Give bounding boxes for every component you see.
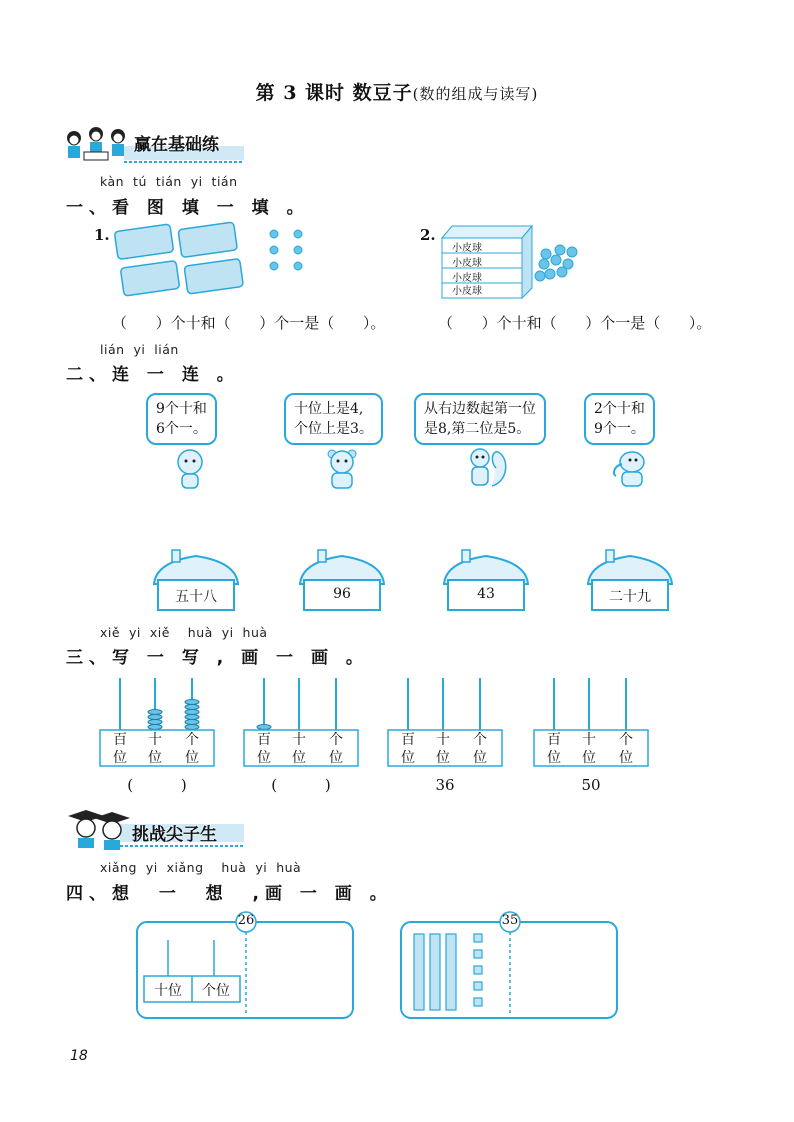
- hundreds-label: 百 位: [257, 732, 271, 766]
- tens-place-label: 十位: [154, 983, 182, 999]
- house-roof-icon: [296, 548, 388, 614]
- page-title: [0, 78, 794, 105]
- banner-challenge-label: 挑战尖子生: [132, 825, 217, 845]
- ones-label: 个 位: [329, 732, 343, 766]
- sheep-icon: [168, 446, 214, 492]
- q4-board-2-frame: [400, 912, 618, 1020]
- banner-basic: [64, 124, 244, 164]
- ball-box-figure: [442, 224, 534, 298]
- q1-heading: 一、看 图 填 一 填 。: [66, 198, 310, 218]
- abacus-4-number: 50: [581, 776, 601, 794]
- q2-pinyin: lián yi lián: [100, 342, 179, 357]
- q4-number-2: 35: [501, 913, 519, 928]
- hundreds-label: 百 位: [401, 732, 415, 766]
- q4-board-1[interactable]: [136, 912, 354, 1020]
- abacus-3-number: 36: [435, 776, 455, 794]
- q1-item2-number: 2.: [420, 226, 436, 244]
- ones-label: 个 位: [185, 732, 199, 766]
- abacus-2: [244, 678, 358, 768]
- q4-board-2[interactable]: [400, 912, 618, 1020]
- house-roof-icon: [440, 548, 532, 614]
- abacus-2-answer[interactable]: ( ): [271, 776, 331, 794]
- hundreds-label: 百 位: [113, 732, 127, 766]
- q1-answer-line-1[interactable]: （ ）个十和（ ）个一是（ ）。: [112, 314, 386, 332]
- box-label-4: 小皮球: [452, 286, 482, 297]
- box-label-2: 小皮球: [452, 258, 482, 269]
- elephant-icon: [606, 444, 656, 490]
- page-number: 18: [70, 1048, 88, 1064]
- abacus-4[interactable]: [534, 678, 648, 768]
- speech-bubble-1[interactable]: 9个十和 6个一。: [146, 393, 217, 445]
- q4-heading: 四、想 一 想 ,画 一 画 。: [66, 884, 393, 904]
- q1-item1-number: 1.: [94, 226, 110, 244]
- tens-label: 十 位: [582, 732, 596, 766]
- tens-label: 十 位: [436, 732, 450, 766]
- q3-heading: 三、写 一 写 , 画 一 画 。: [66, 648, 369, 668]
- house-2-label: 96: [333, 586, 351, 602]
- q4-number-1: 26: [237, 913, 255, 928]
- q4-pinyin: xiǎng yi xiǎng huà yi huà: [100, 860, 302, 875]
- abacus-1-answer[interactable]: ( ): [127, 776, 187, 794]
- speech-bubble-3[interactable]: 从右边数起第一位 是8,第二位是5。: [414, 393, 546, 445]
- title-sub: (数的组成与读写): [412, 85, 539, 103]
- house-1-label: 五十八: [175, 589, 217, 605]
- speech-bubble-2[interactable]: 十位上是4, 个位上是3。: [284, 393, 383, 445]
- box-label-1: 小皮球: [452, 243, 482, 254]
- bean-bags-figure: [112, 222, 352, 294]
- tens-label: 十 位: [148, 732, 162, 766]
- bear-icon: [320, 446, 366, 492]
- abacus-1: [100, 678, 214, 768]
- ones-label: 个 位: [473, 732, 487, 766]
- banner-challenge: [64, 808, 244, 852]
- q2-heading: 二、连 一 连 。: [66, 365, 240, 385]
- ones-place-label: 个位: [202, 983, 230, 999]
- squirrel-icon: [462, 442, 512, 492]
- house-2[interactable]: [296, 548, 388, 614]
- house-3[interactable]: [440, 548, 532, 614]
- house-1[interactable]: [150, 548, 242, 614]
- q3-pinyin: xiě yi xiě huà yi huà: [100, 625, 268, 640]
- title-main: 第 3 课时 数豆子: [255, 82, 413, 104]
- q1-pinyin: kàn tú tián yi tián: [100, 174, 238, 189]
- hundreds-label: 百 位: [547, 732, 561, 766]
- q4-board-1-frame: [136, 912, 354, 1020]
- house-4-label: 二十九: [609, 589, 651, 605]
- speech-bubble-4[interactable]: 2个十和 9个一。: [584, 393, 655, 445]
- box-label-3: 小皮球: [452, 273, 482, 284]
- tens-label: 十 位: [292, 732, 306, 766]
- house-4[interactable]: [584, 548, 676, 614]
- banner-basic-label: 赢在基础练: [134, 135, 219, 155]
- abacus-3[interactable]: [388, 678, 502, 768]
- house-3-label: 43: [477, 586, 495, 602]
- ones-label: 个 位: [619, 732, 633, 766]
- q1-answer-line-2[interactable]: （ ）个十和（ ）个一是（ ）。: [438, 314, 712, 332]
